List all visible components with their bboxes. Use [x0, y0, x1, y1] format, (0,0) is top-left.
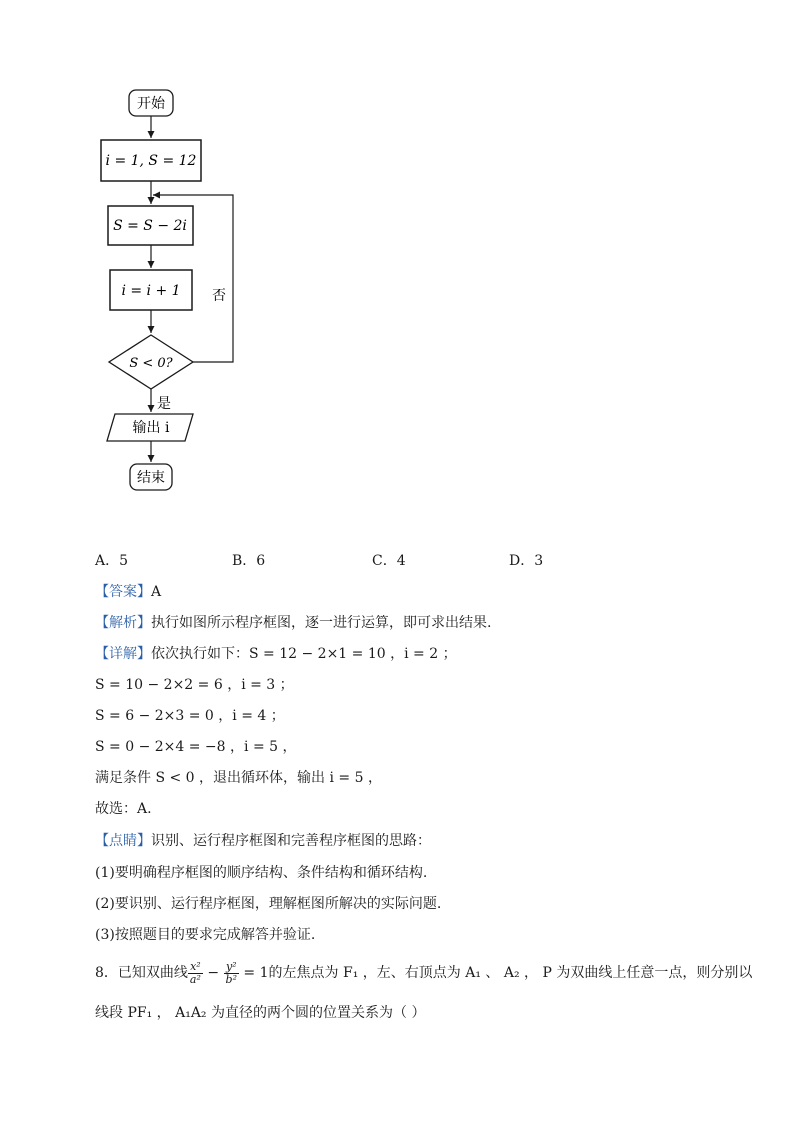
- detail-line-4: S = 0 − 2×4 = −8 ，i = 5 ，: [95, 739, 297, 755]
- hyperbola-y-fraction: $\frac{\text{y²}}{\text{b²}}$: [225, 959, 237, 986]
- detail-line-5: 满足条件 S < 0 ，退出循环体，输出 i = 5 ，: [95, 770, 382, 786]
- flow-step1-text: S = S − 2i: [113, 218, 187, 234]
- remark-item-3: (3)按照题目的要求完成解答并验证.: [95, 927, 316, 943]
- remark-line: [95, 831, 431, 851]
- answer-options: [95, 551, 695, 571]
- detail-line-3: S = 6 − 2×3 = 0 ，i = 4 ；: [95, 708, 285, 724]
- flow-output-text: 输出 i: [132, 420, 170, 436]
- detail-line-1: [95, 644, 457, 664]
- option-c: C．4: [372, 553, 406, 569]
- flow-yes-label: 是: [157, 396, 171, 412]
- hyperbola-x-fraction: $\frac{\text{x²}}{\text{a²}}$: [189, 959, 201, 986]
- question8-line-2: 线段 PF₁ ， A₁A₂ 为直径的两个圆的位置关系为（ ）: [95, 1005, 426, 1021]
- flowchart: [0, 0, 300, 500]
- answer-tag: 【答案】: [95, 584, 151, 600]
- flow-step2-text: i = i + 1: [121, 283, 181, 299]
- flow-end-text: 结束: [137, 470, 165, 486]
- answer-text: A: [151, 584, 162, 600]
- detail-tag: 【详解】: [95, 646, 151, 662]
- detail-text-1: 依次执行如下：S = 12 − 2×1 = 10 ，i = 2 ；: [151, 646, 457, 662]
- remark-tag: 【点睛】: [95, 833, 151, 849]
- question8-prefix: 8．已知双曲线: [95, 965, 188, 981]
- answer-line: [95, 582, 161, 602]
- analysis-line: [95, 613, 491, 633]
- remark-item-1: (1)要明确程序框图的顺序结构、条件结构和循环结构.: [95, 865, 428, 881]
- flow-no-label: 否: [212, 288, 226, 304]
- option-d: D．3: [509, 553, 544, 569]
- detail-line-2: S = 10 − 2×2 = 6 ，i = 3 ；: [95, 677, 294, 693]
- question8-mid: 的左焦点为 F₁ ，左、右顶点为 A₁ 、 A₂ ， P 为双曲线上任意一点，则分别以: [268, 965, 753, 981]
- option-b: B．6: [232, 553, 266, 569]
- analysis-tag: 【解析】: [95, 615, 151, 631]
- flow-condition-text: S < 0?: [129, 356, 173, 371]
- analysis-text: 执行如图所示程序框图，逐一进行运算，即可求出结果.: [151, 615, 492, 631]
- detail-line-6: 故选：A.: [95, 801, 152, 817]
- flow-init-text: i = 1, S = 12: [105, 153, 197, 169]
- remark-text: 识别、运行程序框图和完善程序框图的思路：: [151, 833, 431, 849]
- flow-start-text: 开始: [137, 96, 165, 112]
- question8-line-1: 8．已知双曲线 $\frac{\text{x²}}{\text{a²}}$ − $\frac{\text{y²}}{\text{b²}}$ = 1的左焦点为 F₁ ，左、右顶点为 A₁ 、 A₂ ， P 为双曲线上任意一点，则分别以: [95, 959, 753, 986]
- remark-item-2: (2)要识别、运行程序框图，理解框图所解决的实际问题.: [95, 896, 442, 912]
- option-a: A．5: [95, 553, 129, 569]
